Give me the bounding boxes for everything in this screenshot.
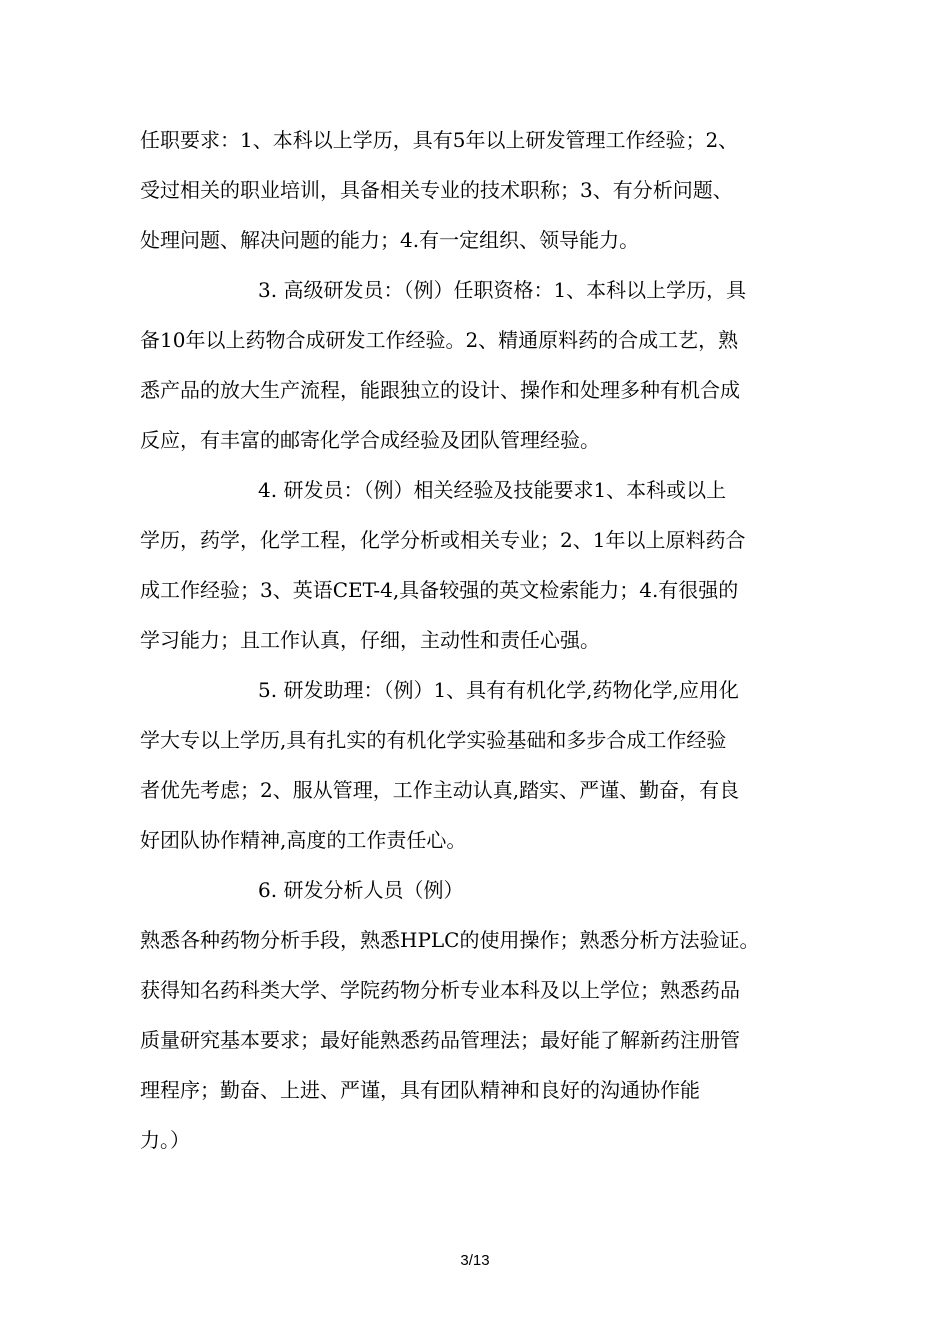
text-line: 力。） [140,1128,190,1152]
page-number: 3/13 [460,1252,490,1269]
text-line: 学历，药学，化学工程，化学分析或相关专业；2、1年以上原料药合 [140,528,746,552]
text-line: 成工作经验；3、英语CET-4,具备较强的英文检索能力；4.有很强的 [140,578,739,602]
text-line: 获得知名药科类大学、学院药物分析专业本科及以上学位；熟悉药品 [140,978,740,1002]
text-line: 备10年以上药物合成研发工作经验。2、精通原料药的合成工艺，熟 [140,328,739,352]
text-line: 受过相关的职业培训，具备相关专业的技术职称；3、有分析问题、 [140,178,733,202]
text-line: 熟悉各种药物分析手段，熟悉HPLC的使用操作；熟悉分析方法验证。 [140,928,760,952]
section-heading-line: 5. 研发助理：（例）1、具有有机化学,药物化学,应用化 [258,678,739,702]
section-heading-line: 3. 高级研发员：（例）任职资格：1、本科以上学历，具 [258,278,747,302]
text-line: 理程序；勤奋、上进、严谨，具有团队精神和良好的沟通协作能 [140,1078,700,1102]
text-line: 任职要求：1、本科以上学历，具有5年以上研发管理工作经验；2、 [140,128,739,152]
text-line: 者优先考虑；2、服从管理，工作主动认真,踏实、严谨、勤奋，有良 [140,778,740,802]
text-line: 好团队协作精神,高度的工作责任心。 [140,828,467,852]
text-line: 处理问题、解决问题的能力；4.有一定组织、领导能力。 [140,228,640,252]
text-line: 学大专以上学历,具有扎实的有机化学实验基础和多步合成工作经验 [140,728,727,752]
text-line: 反应，有丰富的邮寄化学合成经验及团队管理经验。 [140,428,600,452]
text-line: 质量研究基本要求；最好能熟悉药品管理法；最好能了解新药注册管 [140,1028,740,1052]
text-line: 学习能力；且工作认真，仔细，主动性和责任心强。 [140,628,600,652]
section-heading-line: 6. 研发分析人员（例） [258,878,464,902]
text-line: 悉产品的放大生产流程，能跟独立的设计、操作和处理多种有机合成 [140,378,740,402]
section-heading-line: 4. 研发员：（例）相关经验及技能要求1、本科或以上 [258,478,727,502]
